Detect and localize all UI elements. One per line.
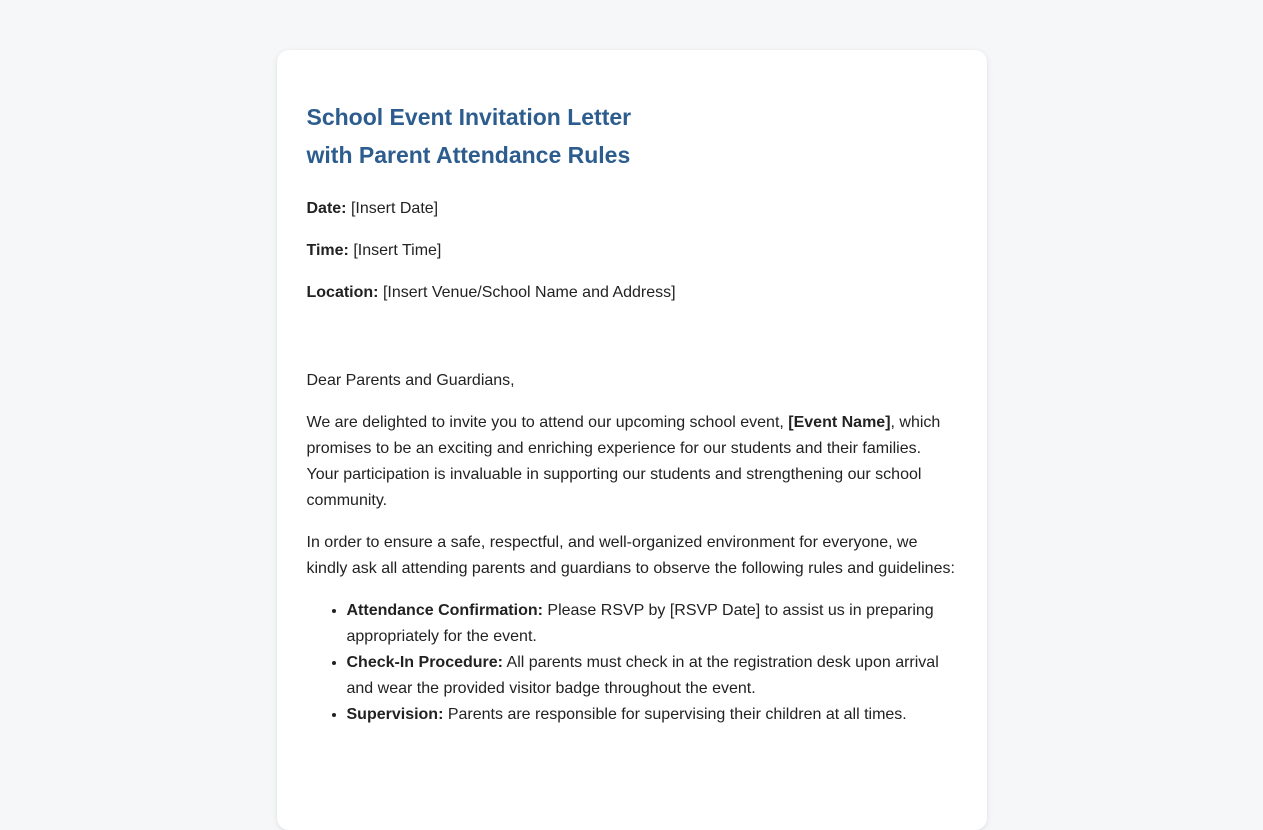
paragraph-invitation-before: We are delighted to invite you to attend our upcoming school event, [306,414,789,431]
rule-check-in-procedure-text: All parents must check in at the registration desk upon arrival and wear the provided visitor badge throughout the event. [346,654,939,697]
rule-supervision [347,702,957,728]
event-name-placeholder: [Event Name] [788,414,891,431]
meta-location [307,280,957,306]
rules-list [307,598,957,728]
meta-date-label: Date: [306,200,347,217]
blank-line-spacer [307,322,957,352]
meta-time [307,238,957,264]
paragraph-rules-intro: In order to ensure a safe, respectful, and well-organized environment for everyone, we kindly ask all attending parents and guardians to observe the following rules and guidelines: [306,534,955,577]
rule-check-in-procedure [347,650,957,702]
rule-attendance-confirmation-label: Attendance Confirmation: [346,602,543,619]
meta-date [307,196,957,222]
meta-time-label: Time: [306,242,349,259]
salutation: Dear Parents and Guardians, [306,372,515,389]
meta-time-value: [Insert Time] [353,242,442,259]
rule-attendance-confirmation-text: Please RSVP by [RSVP Date] to assist us in preparing appropriately for the event. [346,602,934,645]
meta-location-label: Location: [306,284,379,301]
paragraph-invitation-after: , which promises to be an exciting and enriching experience for our students and their families. Your participation is invaluable in supporting our students and strengthening our school community. [306,414,941,509]
letter-title-line2: with Parent Attendance Rules [306,142,631,168]
rule-supervision-text: Parents are responsible for supervising their children at all times. [443,706,907,723]
letter-title [307,98,957,174]
paragraph-invitation [307,410,957,514]
rule-attendance-confirmation [347,598,957,650]
meta-location-value: [Insert Venue/School Name and Address] [382,284,676,301]
rule-supervision-label: Supervision: [346,706,444,723]
rule-check-in-procedure-label: Check-In Procedure: [346,654,503,671]
letter-card [277,50,987,830]
page-background [0,50,1263,830]
meta-date-value: [Insert Date] [350,200,439,217]
letter-title-line1: School Event Invitation Letter [306,104,632,130]
